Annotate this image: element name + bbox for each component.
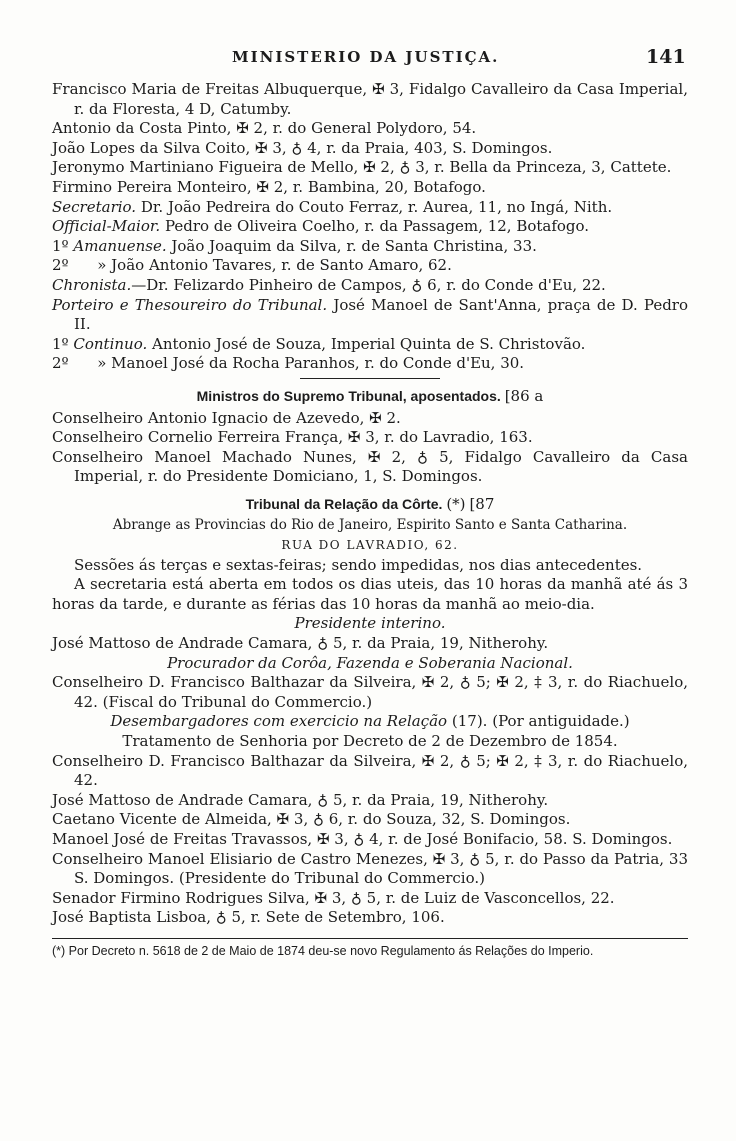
desembargadores-note: (Por antiguidade.) bbox=[492, 712, 630, 731]
chronista-entry bbox=[52, 276, 688, 296]
role-label: Porteiro e Thesoureiro do Tribunal. bbox=[52, 295, 328, 314]
list-item: João Lopes da Silva Coito, ✠ 3, ♁ 4, r. da Praia, 403, S. Domingos. bbox=[52, 138, 553, 157]
list-item: Manoel José de Freitas Travassos, ✠ 3, ♁ 4, r. de José Bonifacio, 58. S. Domingos. bbox=[52, 829, 673, 848]
list-item: Jeronymo Martiniano Figueira de Mello, ✠ 2, ♁ 3, r. Bella da Princeza, 3, Cattete. bbox=[52, 158, 672, 177]
section-bracket: [86 a bbox=[504, 386, 544, 405]
list-item: Conselheiro Manoel Machado Nunes, ✠ 2, ♁ 5, Fidalgo Cavalleiro da Casa Imperial, r. do Presidente Domiciano, 1, S. Domingos. bbox=[52, 447, 688, 486]
desembargadores-count: (17). bbox=[451, 712, 488, 731]
footnote-mark: (*) bbox=[446, 494, 466, 513]
role-label: Secretario. bbox=[52, 197, 137, 216]
office-hours-paragraph: A secretaria está aberta em todos os dias uteis, das 10 horas da manhã até ás 3 horas da tarde, e durante as férias das 10 horas da manhã ao meio-dia. bbox=[52, 575, 688, 613]
amanuense-1-entry bbox=[52, 237, 688, 257]
list-item: José Baptista Lisboa, ♁ 5, r. Sete de Setembro, 106. bbox=[52, 908, 445, 927]
list-item: Caetano Vicente de Almeida, ✠ 3, ♁ 6, r. do Souza, 32, S. Domingos. bbox=[52, 810, 571, 829]
footnote: (*) Por Decreto n. 5618 de 2 de Maio de 1874 deu-se novo Regulamento ás Relações do Imperio. bbox=[52, 943, 594, 958]
official-maior-entry bbox=[52, 217, 688, 237]
role-number: 1º bbox=[52, 334, 69, 353]
role-label: Continuo. bbox=[73, 334, 148, 353]
secretario-entry bbox=[52, 198, 688, 218]
desembargadores-label: Desembargadores com exercicio na Relação bbox=[110, 712, 448, 731]
list-item: Firmino Pereira Monteiro, ✠ 2, r. Bambina, 20, Botafogo. bbox=[52, 177, 486, 196]
role-text: João Joaquim da Silva, r. de Santa Christina, 33. bbox=[171, 236, 537, 255]
section-heading-text: Tribunal da Relação da Côrte. bbox=[245, 495, 443, 512]
section-heading-text: Ministros do Supremo Tribunal, aposentados. bbox=[196, 387, 501, 404]
role-text: Manoel José da Rocha Paranhos, r. do Conde d'Eu, 30. bbox=[111, 354, 525, 373]
role-text: Pedro de Oliveira Coelho, r. da Passagem, 12, Botafogo. bbox=[164, 217, 590, 236]
role-label: Chronista. bbox=[52, 275, 132, 294]
role-text: Antonio José de Souza, Imperial Quinta de S. Christovão. bbox=[152, 334, 586, 353]
running-header bbox=[0, 46, 736, 76]
presidente-entry: José Mattoso de Andrade Camara, ♁ 5, r. da Praia, 19, Nitherohy. bbox=[52, 634, 549, 653]
sessions-paragraph: Sessões ás terças e sextas-feiras; sendo impedidas, nos dias antecedentes. bbox=[74, 555, 643, 574]
list-item: Conselheiro Manoel Elisiario de Castro Menezes, ✠ 3, ♁ 5, r. do Passo da Patria, 33 S. Domingos. (Presidente do Tribunal do Commercio.) bbox=[52, 849, 688, 888]
procurador-entry: Conselheiro D. Francisco Balthazar da Silveira, ✠ 2, ♁ 5; ✠ 2, ‡ 3, r. do Riachuelo, 42. (Fiscal do Tribunal do Commercio.) bbox=[52, 673, 688, 711]
role-text: José Manoel de Sant'Anna, praça de D. Pedro II. bbox=[74, 295, 688, 334]
section-heading-tribunal bbox=[52, 495, 688, 515]
section-bracket: [87 bbox=[469, 494, 495, 513]
procurador-label: Procurador da Corôa, Fazenda e Soberania Nacional. bbox=[167, 653, 573, 672]
presidente-label: Presidente interino. bbox=[294, 614, 446, 633]
list-item: Francisco Maria de Freitas Albuquerque, ✠ 3, Fidalgo Cavalleiro da Casa Imperial, r. da Floresta, 4 D, Catumby. bbox=[52, 80, 688, 118]
role-label: 2º » bbox=[52, 354, 107, 373]
amanuense-2-entry bbox=[52, 256, 688, 276]
street-address: RUA DO LAVRADIO, 62. bbox=[281, 538, 459, 553]
tratamento-text: Tratamento de Senhoria por Decreto de 2 de Dezembro de 1854. bbox=[122, 732, 618, 750]
role-number: 1º bbox=[52, 236, 69, 255]
continuo-2-entry bbox=[52, 354, 688, 374]
list-item: Conselheiro D. Francisco Balthazar da Silveira, ✠ 2, ♁ 5; ✠ 2, ‡ 3, r. do Riachuelo, 42. bbox=[52, 751, 688, 790]
list-item: Antonio da Costa Pinto, ✠ 2, r. do General Polydoro, 54. bbox=[52, 119, 477, 138]
section-heading-ministros bbox=[52, 387, 688, 407]
footnote-divider bbox=[52, 938, 688, 939]
page-number: 141 bbox=[646, 46, 686, 68]
role-text: —Dr. Felizardo Pinheiro de Campos, ♁ 6, r. do Conde d'Eu, 22. bbox=[131, 275, 606, 294]
list-item: Conselheiro Cornelio Ferreira França, ✠ 3, r. do Lavradio, 163. bbox=[52, 428, 533, 447]
list-item: Senador Firmino Rodrigues Silva, ✠ 3, ♁ 5, r. de Luiz de Vasconcellos, 22. bbox=[52, 888, 615, 907]
role-label: Official-Maior. bbox=[52, 217, 161, 236]
role-label: 2º » bbox=[52, 256, 107, 275]
role-label: Amanuense. bbox=[73, 236, 167, 255]
porteiro-entry bbox=[52, 296, 688, 335]
continuo-1-entry bbox=[52, 335, 688, 355]
section-divider bbox=[300, 378, 440, 379]
page-body bbox=[52, 80, 688, 959]
jurisdiction-text: Abrange as Provincias do Rio de Janeiro, Espirito Santo e Santa Catharina. bbox=[112, 517, 628, 534]
page-title: MINISTERIO DA JUSTIÇA. bbox=[232, 48, 500, 66]
role-text: Dr. João Pedreira do Couto Ferraz, r. Aurea, 11, no Ingá, Nith. bbox=[140, 197, 613, 216]
list-item: Conselheiro Antonio Ignacio de Azevedo, ✠ 2. bbox=[52, 408, 401, 427]
role-text: João Antonio Tavares, r. de Santo Amaro, 62. bbox=[111, 256, 452, 275]
list-item: José Mattoso de Andrade Camara, ♁ 5, r. da Praia, 19, Nitherohy. bbox=[52, 790, 549, 809]
desembargadores-heading bbox=[52, 712, 688, 732]
